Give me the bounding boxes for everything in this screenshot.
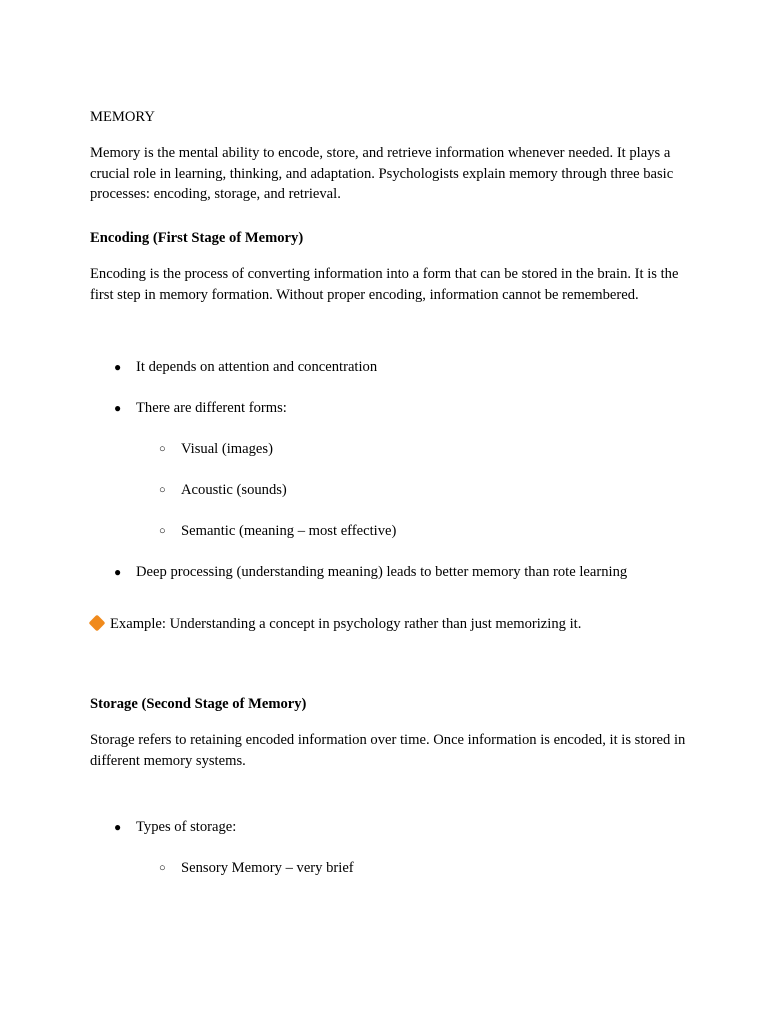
sub-list-item-text: Sensory Memory – very brief [181, 860, 354, 876]
hollow-bullet-icon: ○ [159, 862, 166, 874]
sub-list-item-text: Visual (images) [181, 441, 273, 457]
sub-list-item-text: Semantic (meaning – most effective) [181, 523, 397, 539]
list-item [114, 817, 237, 837]
list-item-text: Types of storage: [136, 819, 237, 835]
list-item-text: There are different forms: [136, 400, 287, 416]
list-item [114, 357, 378, 377]
document-title: MEMORY [90, 109, 155, 125]
storage-paragraph: Storage refers to retaining encoded information over time. Once information is encoded, it is stored in different memory systems. [90, 732, 686, 769]
hollow-bullet-icon: ○ [159, 443, 166, 455]
bullet-icon: ● [114, 820, 122, 834]
list-item [114, 562, 628, 582]
bullet-icon: ● [114, 360, 122, 374]
storage-heading: Storage (Second Stage of Memory) [90, 696, 307, 712]
hollow-bullet-icon: ○ [159, 484, 166, 496]
bullet-icon: ● [114, 565, 122, 579]
list-item-text: Deep processing (understanding meaning) leads to better memory than rote learning [136, 564, 628, 580]
list-item [114, 398, 287, 418]
list-item-text: It depends on attention and concentration [136, 359, 378, 375]
example-line [88, 614, 581, 634]
sub-list-item [159, 439, 273, 459]
orange-diamond-icon [89, 615, 106, 632]
sub-list-item [159, 858, 354, 878]
encoding-paragraph: Encoding is the process of converting information into a form that can be stored in the brain. It is the first step in memory formation. Without proper encoding, information cannot be remembered. [90, 266, 679, 303]
hollow-bullet-icon: ○ [159, 525, 166, 537]
sub-list-item [159, 480, 287, 500]
intro-paragraph: Memory is the mental ability to encode, store, and retrieve information whenever needed. It plays a crucial role in learning, thinking, and adaptation. Psychologists explain memory through three basic processes: encoding, storage, and retrieval. [90, 145, 674, 202]
encoding-heading: Encoding (First Stage of Memory) [90, 230, 304, 246]
example-text: Example: Understanding a concept in psychology rather than just memorizing it. [110, 616, 582, 632]
sub-list-item-text: Acoustic (sounds) [181, 482, 287, 498]
bullet-icon: ● [114, 401, 122, 415]
sub-list-item [159, 521, 397, 541]
